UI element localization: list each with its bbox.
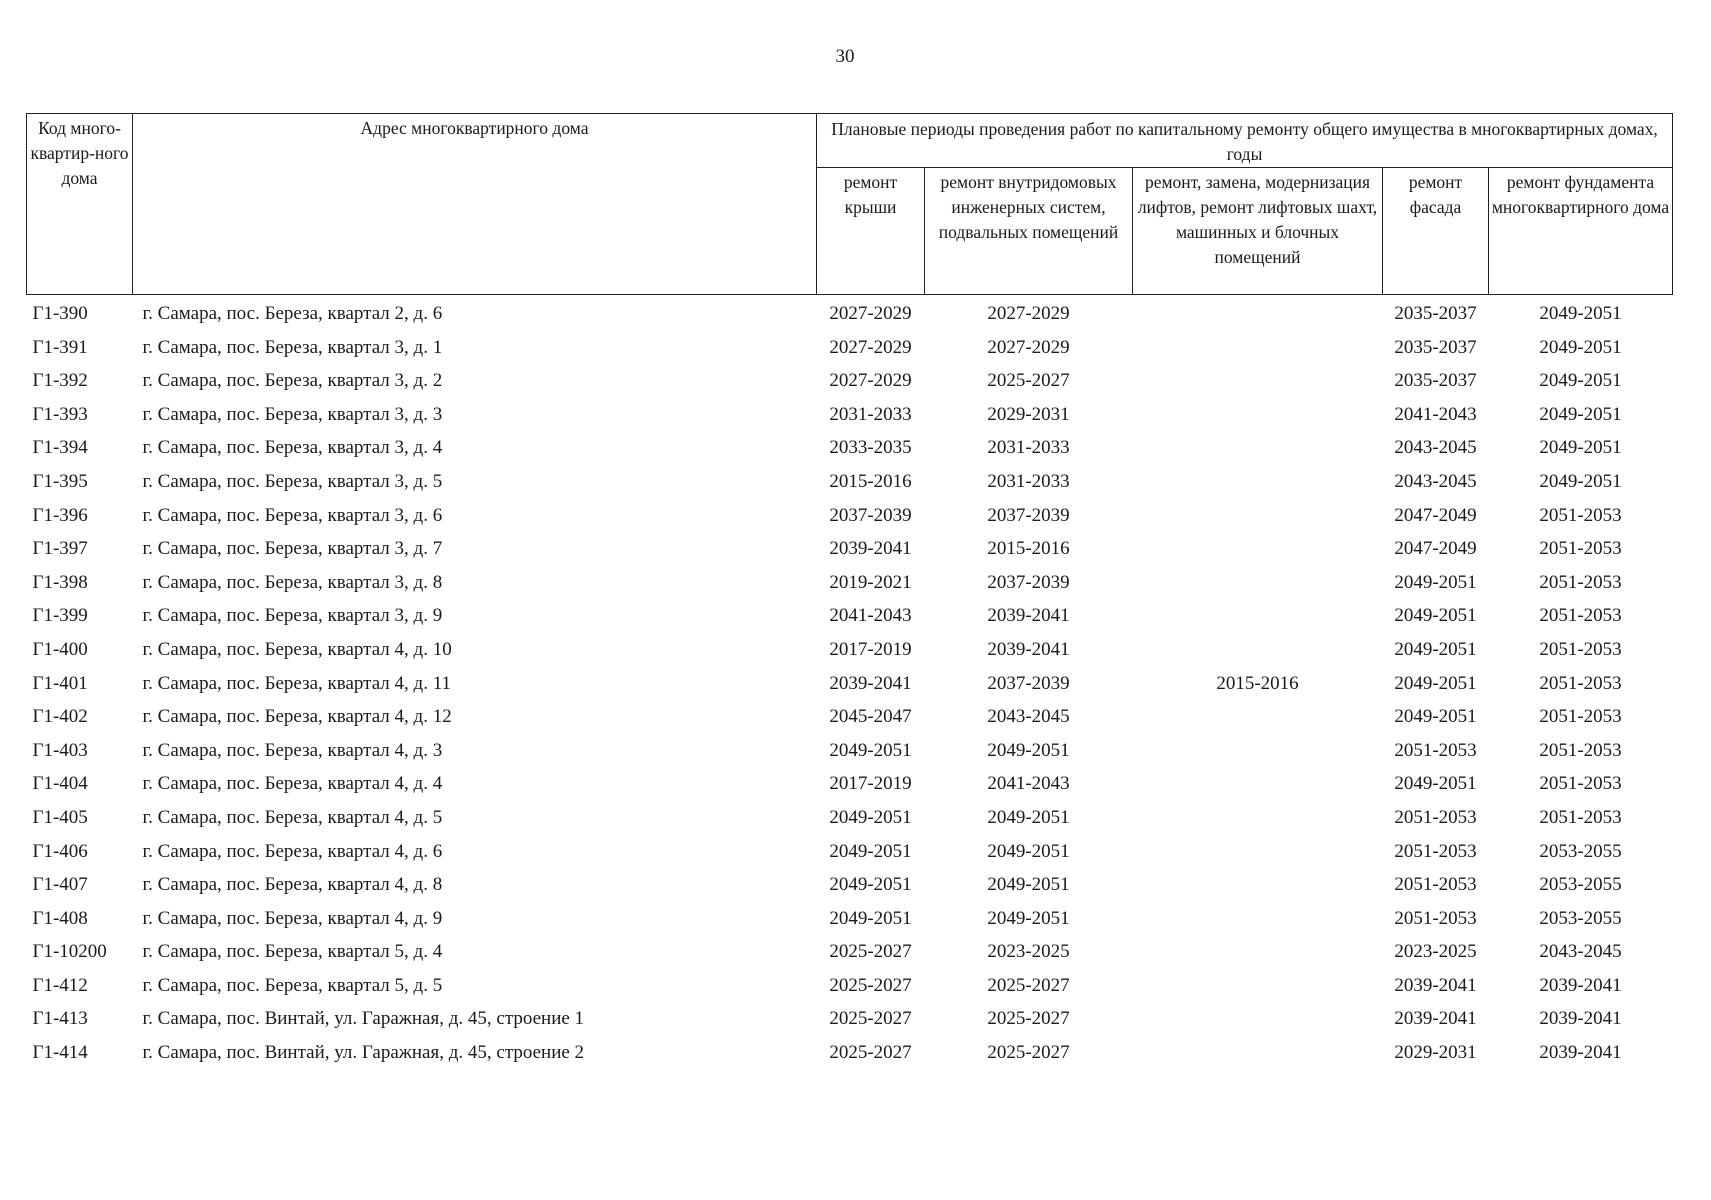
cell-foundation: 2049-2051 bbox=[1539, 403, 1622, 425]
cell-lifts bbox=[1133, 599, 1383, 633]
cell-foundation: 2051-2053 bbox=[1539, 739, 1622, 761]
header-systems: ремонт внутридомовых инженерных систем, подвальных помещений bbox=[925, 168, 1133, 295]
table-row bbox=[27, 969, 1673, 1003]
header-address: Адрес многоквартирного дома bbox=[133, 114, 817, 295]
cell-systems: 2031-2033 bbox=[987, 437, 1070, 459]
header-roof: ремонт крыши bbox=[817, 168, 925, 295]
cell-roof: 2019-2021 bbox=[829, 571, 912, 593]
cell-foundation: 2051-2053 bbox=[1539, 538, 1622, 560]
cell-systems: 2049-2051 bbox=[987, 907, 1070, 929]
cell-systems: 2049-2051 bbox=[987, 874, 1070, 896]
cell-systems: 2015-2016 bbox=[987, 538, 1070, 560]
cell-systems: 2037-2039 bbox=[987, 672, 1070, 694]
cell-address: г. Самара, пос. Береза, квартал 4, д. 11 bbox=[142, 672, 451, 694]
cell-code: Г1-405 bbox=[32, 806, 88, 828]
cell-code: Г1-401 bbox=[32, 672, 88, 694]
cell-roof: 2039-2041 bbox=[829, 538, 912, 560]
cell-facade: 2049-2051 bbox=[1394, 706, 1477, 728]
cell-lifts bbox=[1133, 295, 1383, 331]
cell-foundation: 2049-2051 bbox=[1539, 437, 1622, 459]
cell-systems: 2049-2051 bbox=[987, 840, 1070, 862]
cell-lifts bbox=[1133, 801, 1383, 835]
header-foundation: ремонт фундамента многоквартирного дома bbox=[1489, 168, 1673, 295]
cell-address: г. Самара, пос. Береза, квартал 4, д. 12 bbox=[142, 706, 452, 728]
cell-code: Г1-398 bbox=[32, 571, 88, 593]
cell-lifts bbox=[1133, 364, 1383, 398]
table-row bbox=[27, 633, 1673, 667]
cell-facade: 2049-2051 bbox=[1394, 605, 1477, 627]
cell-roof: 2015-2016 bbox=[829, 470, 912, 492]
cell-lifts bbox=[1133, 767, 1383, 801]
cell-facade: 2051-2053 bbox=[1394, 907, 1477, 929]
cell-facade: 2047-2049 bbox=[1394, 538, 1477, 560]
capital-repair-table-container bbox=[26, 113, 1672, 1070]
cell-facade: 2049-2051 bbox=[1394, 638, 1477, 660]
cell-systems: 2023-2025 bbox=[987, 941, 1070, 963]
table-row bbox=[27, 700, 1673, 734]
cell-systems: 2037-2039 bbox=[987, 571, 1070, 593]
cell-systems: 2025-2027 bbox=[987, 974, 1070, 996]
cell-roof: 2049-2051 bbox=[829, 806, 912, 828]
cell-foundation: 2051-2053 bbox=[1539, 605, 1622, 627]
cell-facade: 2023-2025 bbox=[1394, 941, 1477, 963]
cell-lifts bbox=[1133, 1002, 1383, 1036]
cell-lifts bbox=[1133, 902, 1383, 936]
cell-systems: 2049-2051 bbox=[987, 739, 1070, 761]
cell-code: Г1-403 bbox=[32, 739, 88, 761]
cell-lifts bbox=[1133, 398, 1383, 432]
cell-lifts bbox=[1133, 499, 1383, 533]
cell-lifts bbox=[1133, 935, 1383, 969]
cell-address: г. Самара, пос. Береза, квартал 4, д. 10 bbox=[142, 638, 452, 660]
table-row bbox=[27, 599, 1673, 633]
cell-foundation: 2043-2045 bbox=[1539, 941, 1622, 963]
cell-roof: 2041-2043 bbox=[829, 605, 912, 627]
cell-facade: 2035-2037 bbox=[1394, 336, 1477, 358]
table-row bbox=[27, 532, 1673, 566]
cell-address: г. Самара, пос. Береза, квартал 2, д. 6 bbox=[142, 303, 443, 324]
cell-address: г. Самара, пос. Береза, квартал 4, д. 4 bbox=[142, 773, 443, 795]
cell-lifts bbox=[1133, 700, 1383, 734]
cell-code: Г1-404 bbox=[32, 773, 88, 795]
cell-roof: 2033-2035 bbox=[829, 437, 912, 459]
header-facade: ремонт фасада bbox=[1383, 168, 1489, 295]
header-lifts: ремонт, замена, модернизация лифтов, ремонт лифтовых шахт, машинных и блочных помещений bbox=[1133, 168, 1383, 295]
cell-facade: 2041-2043 bbox=[1394, 403, 1477, 425]
cell-code: Г1-10200 bbox=[32, 941, 107, 963]
cell-facade: 2047-2049 bbox=[1394, 504, 1477, 526]
table-row bbox=[27, 902, 1673, 936]
cell-lifts bbox=[1133, 835, 1383, 869]
cell-roof: 2025-2027 bbox=[829, 974, 912, 996]
cell-address: г. Самара, пос. Береза, квартал 3, д. 8 bbox=[142, 571, 443, 593]
cell-code: Г1-402 bbox=[32, 706, 88, 728]
table-row bbox=[27, 431, 1673, 465]
cell-foundation: 2051-2053 bbox=[1539, 706, 1622, 728]
table-row bbox=[27, 1036, 1673, 1070]
cell-foundation: 2051-2053 bbox=[1539, 638, 1622, 660]
cell-systems: 2027-2029 bbox=[987, 303, 1070, 324]
cell-code: Г1-392 bbox=[32, 370, 88, 392]
cell-roof: 2017-2019 bbox=[829, 773, 912, 795]
cell-address: г. Самара, пос. Береза, квартал 4, д. 8 bbox=[142, 874, 443, 896]
header-code: Код много-квартир-ного дома bbox=[27, 114, 133, 295]
cell-systems: 2043-2045 bbox=[987, 706, 1070, 728]
cell-facade: 2043-2045 bbox=[1394, 437, 1477, 459]
cell-foundation: 2049-2051 bbox=[1539, 303, 1622, 324]
cell-address: г. Самара, пос. Береза, квартал 4, д. 3 bbox=[142, 739, 443, 761]
cell-facade: 2051-2053 bbox=[1394, 840, 1477, 862]
page-number: 30 bbox=[835, 46, 855, 67]
cell-lifts bbox=[1133, 969, 1383, 1003]
table-row bbox=[27, 465, 1673, 499]
cell-address: г. Самара, пос. Береза, квартал 3, д. 2 bbox=[142, 370, 443, 392]
cell-facade: 2035-2037 bbox=[1394, 370, 1477, 392]
cell-foundation: 2053-2055 bbox=[1539, 907, 1622, 929]
cell-address: г. Самара, пос. Береза, квартал 3, д. 5 bbox=[142, 470, 443, 492]
table-row bbox=[27, 1002, 1673, 1036]
cell-address: г. Самара, пос. Винтай, ул. Гаражная, д. 45, строение 2 bbox=[142, 1042, 585, 1064]
cell-code: Г1-400 bbox=[32, 638, 88, 660]
cell-roof: 2049-2051 bbox=[829, 874, 912, 896]
cell-code: Г1-407 bbox=[32, 874, 88, 896]
cell-code: Г1-414 bbox=[32, 1042, 88, 1064]
cell-roof: 2025-2027 bbox=[829, 1042, 912, 1064]
cell-roof: 2037-2039 bbox=[829, 504, 912, 526]
table-row bbox=[27, 499, 1673, 533]
cell-address: г. Самара, пос. Береза, квартал 3, д. 7 bbox=[142, 538, 443, 560]
cell-systems: 2037-2039 bbox=[987, 504, 1070, 526]
cell-lifts bbox=[1133, 566, 1383, 600]
cell-code: Г1-395 bbox=[32, 470, 88, 492]
cell-facade: 2039-2041 bbox=[1394, 1008, 1477, 1030]
cell-foundation: 2051-2053 bbox=[1539, 773, 1622, 795]
cell-address: г. Самара, пос. Береза, квартал 3, д. 3 bbox=[142, 403, 443, 425]
cell-foundation: 2039-2041 bbox=[1539, 1042, 1622, 1064]
cell-code: Г1-396 bbox=[32, 504, 88, 526]
cell-foundation: 2051-2053 bbox=[1539, 571, 1622, 593]
cell-code: Г1-406 bbox=[32, 840, 88, 862]
table-row bbox=[27, 295, 1673, 331]
cell-roof: 2049-2051 bbox=[829, 739, 912, 761]
cell-roof: 2025-2027 bbox=[829, 941, 912, 963]
cell-lifts bbox=[1133, 431, 1383, 465]
cell-code: Г1-390 bbox=[32, 303, 88, 324]
cell-lifts bbox=[1133, 633, 1383, 667]
cell-foundation: 2051-2053 bbox=[1539, 806, 1622, 828]
cell-code: Г1-394 bbox=[32, 437, 88, 459]
capital-repair-table bbox=[26, 113, 1673, 1070]
cell-facade: 2043-2045 bbox=[1394, 470, 1477, 492]
cell-facade: 2049-2051 bbox=[1394, 672, 1477, 694]
cell-roof: 2027-2029 bbox=[829, 370, 912, 392]
cell-systems: 2031-2033 bbox=[987, 470, 1070, 492]
cell-facade: 2035-2037 bbox=[1394, 303, 1477, 324]
cell-roof: 2025-2027 bbox=[829, 1008, 912, 1030]
table-row bbox=[27, 734, 1673, 768]
cell-address: г. Самара, пос. Береза, квартал 3, д. 6 bbox=[142, 504, 443, 526]
cell-lifts bbox=[1133, 1036, 1383, 1070]
cell-address: г. Самара, пос. Береза, квартал 3, д. 9 bbox=[142, 605, 443, 627]
cell-facade: 2029-2031 bbox=[1394, 1042, 1477, 1064]
cell-facade: 2039-2041 bbox=[1394, 974, 1477, 996]
cell-lifts bbox=[1133, 331, 1383, 365]
cell-facade: 2049-2051 bbox=[1394, 773, 1477, 795]
cell-foundation: 2039-2041 bbox=[1539, 974, 1622, 996]
cell-systems: 2039-2041 bbox=[987, 605, 1070, 627]
cell-code: Г1-397 bbox=[32, 538, 88, 560]
cell-facade: 2051-2053 bbox=[1394, 806, 1477, 828]
cell-lifts: 2015-2016 bbox=[1216, 672, 1299, 694]
cell-foundation: 2053-2055 bbox=[1539, 874, 1622, 896]
cell-lifts bbox=[1133, 465, 1383, 499]
cell-code: Г1-412 bbox=[32, 974, 88, 996]
cell-systems: 2025-2027 bbox=[987, 370, 1070, 392]
cell-address: г. Самара, пос. Береза, квартал 5, д. 4 bbox=[142, 941, 443, 963]
table-row bbox=[27, 364, 1673, 398]
cell-roof: 2039-2041 bbox=[829, 672, 912, 694]
table-row bbox=[27, 801, 1673, 835]
cell-roof: 2031-2033 bbox=[829, 403, 912, 425]
cell-lifts bbox=[1133, 734, 1383, 768]
cell-address: г. Самара, пос. Береза, квартал 4, д. 6 bbox=[142, 840, 443, 862]
cell-roof: 2017-2019 bbox=[829, 638, 912, 660]
cell-systems: 2049-2051 bbox=[987, 806, 1070, 828]
cell-address: г. Самара, пос. Береза, квартал 5, д. 5 bbox=[142, 974, 443, 996]
cell-foundation: 2039-2041 bbox=[1539, 1008, 1622, 1030]
cell-code: Г1-413 bbox=[32, 1008, 88, 1030]
cell-systems: 2029-2031 bbox=[987, 403, 1070, 425]
cell-foundation: 2051-2053 bbox=[1539, 504, 1622, 526]
cell-address: г. Самара, пос. Береза, квартал 4, д. 9 bbox=[142, 907, 443, 929]
cell-address: г. Самара, пос. Береза, квартал 4, д. 5 bbox=[142, 806, 443, 828]
cell-facade: 2049-2051 bbox=[1394, 571, 1477, 593]
cell-roof: 2045-2047 bbox=[829, 706, 912, 728]
cell-systems: 2025-2027 bbox=[987, 1008, 1070, 1030]
table-row bbox=[27, 566, 1673, 600]
table-row bbox=[27, 835, 1673, 869]
cell-foundation: 2049-2051 bbox=[1539, 470, 1622, 492]
cell-foundation: 2053-2055 bbox=[1539, 840, 1622, 862]
table-row bbox=[27, 398, 1673, 432]
cell-facade: 2051-2053 bbox=[1394, 874, 1477, 896]
cell-roof: 2049-2051 bbox=[829, 840, 912, 862]
header-planned-periods: Плановые периоды проведения работ по капитальному ремонту общего имущества в многоквартирных домах, годы bbox=[817, 114, 1673, 168]
table-row bbox=[27, 868, 1673, 902]
cell-code: Г1-391 bbox=[32, 336, 88, 358]
cell-foundation: 2049-2051 bbox=[1539, 336, 1622, 358]
table-row bbox=[27, 935, 1673, 969]
cell-systems: 2041-2043 bbox=[987, 773, 1070, 795]
cell-address: г. Самара, пос. Береза, квартал 3, д. 1 bbox=[142, 336, 443, 358]
table-header bbox=[27, 114, 1673, 295]
table-row bbox=[27, 331, 1673, 365]
cell-foundation: 2049-2051 bbox=[1539, 370, 1622, 392]
cell-code: Г1-399 bbox=[32, 605, 88, 627]
cell-lifts bbox=[1133, 532, 1383, 566]
cell-systems: 2039-2041 bbox=[987, 638, 1070, 660]
cell-code: Г1-408 bbox=[32, 907, 88, 929]
cell-address: г. Самара, пос. Береза, квартал 3, д. 4 bbox=[142, 437, 443, 459]
cell-facade: 2051-2053 bbox=[1394, 739, 1477, 761]
cell-systems: 2027-2029 bbox=[987, 336, 1070, 358]
cell-code: Г1-393 bbox=[32, 403, 88, 425]
cell-lifts bbox=[1133, 868, 1383, 902]
table-row bbox=[27, 667, 1673, 701]
cell-roof: 2049-2051 bbox=[829, 907, 912, 929]
cell-roof: 2027-2029 bbox=[829, 303, 912, 324]
table-row bbox=[27, 767, 1673, 801]
table-body bbox=[27, 295, 1673, 1070]
cell-roof: 2027-2029 bbox=[829, 336, 912, 358]
cell-address: г. Самара, пос. Винтай, ул. Гаражная, д. 45, строение 1 bbox=[142, 1008, 585, 1030]
cell-foundation: 2051-2053 bbox=[1539, 672, 1622, 694]
cell-systems: 2025-2027 bbox=[987, 1042, 1070, 1064]
